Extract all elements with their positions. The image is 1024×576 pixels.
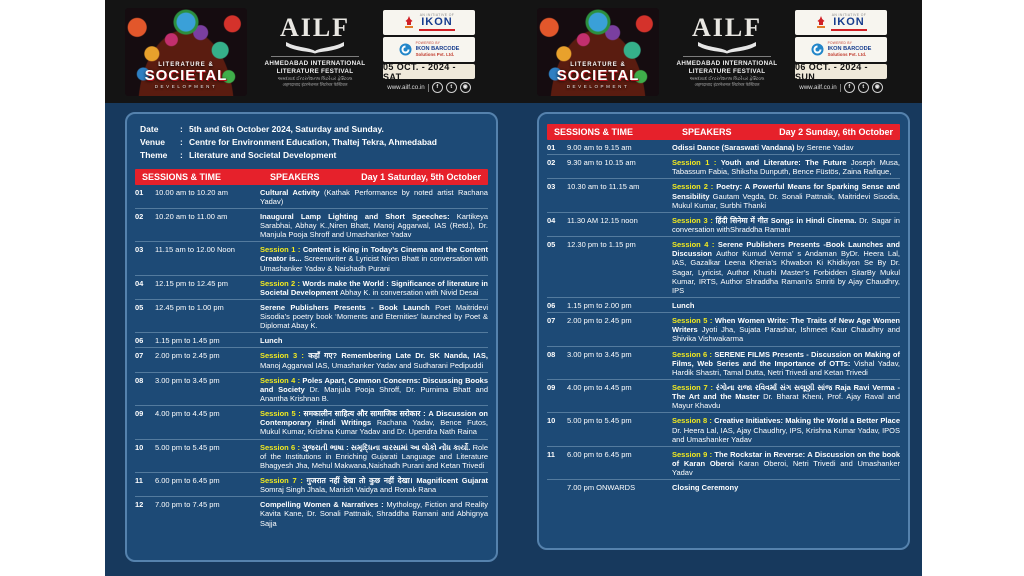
session-description xyxy=(260,351,488,369)
session-speakers: Vishal Yadav, Hardik Shastri, Tamal Dutta, Netri Trivedi and Ketan Trivedi xyxy=(672,358,900,377)
open-book-icon xyxy=(696,41,758,54)
ailf-name-line1: AHMEDABAD INTERNATIONAL xyxy=(264,60,366,68)
ailf-gujarati-line: અમદાવાદ ઈન્ટરનેશનલ લિટરેચર ફેસ્ટિવલ xyxy=(277,75,353,81)
barcode-powered-label: POWERED BY xyxy=(415,40,441,45)
festival-artwork xyxy=(537,8,659,96)
session-speakers: Abhay K. in conversation with Nivid Desai xyxy=(340,287,479,297)
session-time: 6.00 pm to 6.45 pm xyxy=(155,476,220,486)
session-title: Compelling Women & Narratives : xyxy=(260,500,387,510)
session-label: Session 6 : xyxy=(672,349,715,359)
ailf-logo xyxy=(261,15,369,88)
schedule-row xyxy=(547,155,900,179)
session-speakers: Somraj Singh Jhala, Manish Vaidya and Ronak Rana xyxy=(260,485,437,495)
schedule-row xyxy=(135,242,488,275)
session-number: 03 xyxy=(135,245,144,255)
session-description xyxy=(260,443,488,470)
session-title: Content is King in Today’s Cinema and the Content Creator is... xyxy=(260,245,488,264)
session-number: 09 xyxy=(547,382,556,392)
logo-divider xyxy=(271,56,359,57)
session-label: Session 2 : xyxy=(260,278,303,288)
session-description xyxy=(260,245,488,272)
session-title: Odissi Dance (Saraswati Vandana) xyxy=(672,143,797,152)
ailf-acronym: AILF xyxy=(691,13,763,43)
session-time: 5.00 pm to 5.45 pm xyxy=(155,442,220,452)
session-time: 3.00 pm to 3.45 pm xyxy=(567,349,632,359)
session-description xyxy=(260,500,488,527)
session-label: Session 1 : xyxy=(260,245,303,255)
ikon-initiative-label: AN INITIATIVE OF xyxy=(419,12,455,17)
festival-artwork xyxy=(125,8,247,96)
column-sessions-time: SESSIONS & TIME xyxy=(142,171,222,182)
schedule-row xyxy=(547,298,900,313)
session-number: 06 xyxy=(135,336,144,346)
ikon-foundation-icon xyxy=(815,16,827,29)
session-description xyxy=(260,336,488,345)
session-rows-day1 xyxy=(127,185,496,530)
session-description xyxy=(672,450,900,477)
ailf-name-line2: LITERATURE FESTIVAL xyxy=(688,68,766,76)
barcode-name: IKON BARCODE xyxy=(827,45,872,52)
schedule-row xyxy=(547,237,900,298)
session-description xyxy=(260,212,488,239)
session-title: The Rockstar in Reverse: A Discussion on the book of Karan Oberoi xyxy=(672,449,901,468)
artwork-title-main: SOCIETAL xyxy=(144,66,228,84)
schedule-row xyxy=(547,140,900,155)
session-description xyxy=(672,316,900,343)
session-title: ગુજરાતી ભાષા : સમૃદ્ધિના વારસામાં આ લોકો નોંધ કાર્યો. xyxy=(302,442,473,452)
schedule-row xyxy=(135,473,488,497)
session-speakers: Author Kumud Verma’ s Andaman ByDr. Heera Lal, IAS, Gazalkar Leena Kheria’s Khwabon Ki Khidkiyon Se By Dr. Sagar, Lyricist, Author Khushi Master’s Forbidden SitarBy Mukul Kumar, IRTS, Author Shraddha Ramani’s Smriti by Ajay Chaudhry, IPS xyxy=(672,249,900,295)
session-description xyxy=(672,182,900,209)
sponsor-column xyxy=(795,10,887,93)
table-header-day2 xyxy=(547,124,900,140)
session-label: Session 9 : xyxy=(672,449,715,459)
website-url: www.ailf.co.in xyxy=(799,84,837,91)
session-number: 01 xyxy=(547,143,556,152)
session-time: 7.00 pm ONWARDS xyxy=(567,483,636,493)
schedule-row xyxy=(547,413,900,446)
schedule-row xyxy=(135,185,488,209)
venue-label: Venue xyxy=(140,137,166,148)
session-label: Session 5 : xyxy=(260,409,304,419)
session-description xyxy=(672,301,900,310)
session-number: 07 xyxy=(135,351,144,361)
session-time: 4.00 pm to 4.45 pm xyxy=(155,409,220,419)
session-time: 10.20 am to 11.00 am xyxy=(155,211,228,221)
session-label: Session 7 : xyxy=(260,476,307,486)
session-number: 02 xyxy=(547,158,556,168)
website-row xyxy=(383,82,475,93)
session-label: Session 3 : xyxy=(260,351,309,361)
session-speakers: Jyoti Jha, Sujata Parashar, Ishmeet Kaur Chaudhry and Shivika Vishwakarma xyxy=(672,325,900,344)
ikon-barcode-box xyxy=(795,37,887,62)
schedule-row xyxy=(135,440,488,473)
facebook-icon: f xyxy=(844,82,855,93)
ailf-gujarati-line: અમદાવાદ ઈન્ટરનેશનલ લિટરેચર ફેસ્ટિવલ xyxy=(689,75,765,81)
schedule-panel-day1 xyxy=(125,112,498,562)
barcode-powered-label: POWERED BY xyxy=(827,40,853,45)
session-title: Youth and Literature: The Future xyxy=(720,158,851,168)
ikon-barcode-box xyxy=(383,37,475,62)
schedule-row xyxy=(547,313,900,346)
header-day1 xyxy=(125,0,475,103)
date-badge-day1: 05 OCT. - 2024 - SAT xyxy=(383,64,475,79)
twitter-icon: t xyxy=(446,82,457,93)
session-label: Session 3 : xyxy=(672,215,716,225)
theme-value: Literature and Societal Development xyxy=(189,150,337,161)
session-title: Cultural Activity xyxy=(260,187,325,197)
session-label: Session 8 : xyxy=(672,416,715,426)
session-speakers: (Kathak Performance by noted artist Rachana Yadav) xyxy=(260,187,488,206)
schedule-row xyxy=(135,373,488,406)
ailf-hindi-line: अहमदाबाद इंटरनेशनल लिटरेचर फेस्टिवल xyxy=(282,81,348,87)
session-description xyxy=(672,483,900,492)
artwork-title-top: LITERATURE & xyxy=(570,61,626,68)
meta-date xyxy=(140,123,486,136)
barcode-subtitle: Solutions Pvt. Ltd. xyxy=(827,52,867,58)
schedule-row xyxy=(135,497,488,529)
session-time: 4.00 pm to 4.45 pm xyxy=(567,382,632,392)
session-time: 1.15 pm to 1.45 pm xyxy=(155,336,220,346)
session-speakers: Screenwriter & Lyricist Niren Bhatt in conversation with Umashanker Yadav & Naishadh Purani xyxy=(260,254,488,273)
session-time: 12.45 pm to 1.00 pm xyxy=(155,302,224,312)
session-time: 2.00 pm to 2.45 pm xyxy=(155,351,220,361)
colon: : xyxy=(180,124,183,134)
schedule-row xyxy=(547,347,900,380)
schedule-row xyxy=(135,209,488,242)
session-title: Closing Ceremony xyxy=(672,483,739,493)
meta-venue xyxy=(140,136,486,149)
ikon-barcode-icon xyxy=(811,43,824,56)
artwork-title-sub: DEVELOPMENT xyxy=(566,83,630,89)
session-speakers: Karan Oberoi, Netri Trivedi and Umashanker Yadav xyxy=(672,458,900,478)
schedule-panel-day2 xyxy=(537,112,910,550)
column-speakers: SPEAKERS xyxy=(682,127,732,137)
barcode-subtitle: Solutions Pvt. Ltd. xyxy=(415,52,455,58)
ikon-foundation-icon xyxy=(403,16,415,29)
instagram-icon: ◉ xyxy=(872,82,883,93)
session-label: Session 6 : xyxy=(260,442,303,452)
session-time: 10.00 am to 10.20 am xyxy=(155,187,228,197)
session-time: 1.15 pm to 2.00 pm xyxy=(567,300,632,310)
session-time: 11.30 AM 12.15 noon xyxy=(567,215,638,225)
day-title: Day 2 Sunday, 6th October xyxy=(779,127,893,137)
ailf-name-line1: AHMEDABAD INTERNATIONAL xyxy=(676,60,778,68)
session-number: 12 xyxy=(135,500,144,510)
session-speakers: Rachana Yadav, Bence Futos, Mukul Kumar, Krishna Kumar Yadav and Dr. Upendra Nath Raina xyxy=(260,418,488,437)
session-title: Creative Initiatives: Making the World a Better Place xyxy=(714,416,901,426)
session-number: 01 xyxy=(135,187,144,197)
session-title: રંગોના રાજા રવિવર્મા સંગ સલૂણી સાંજ Raja Ravi Verma -The Art and the Master xyxy=(672,382,900,402)
logo-divider xyxy=(683,56,771,57)
session-description xyxy=(672,383,900,410)
session-label: Session 5 : xyxy=(672,316,715,326)
sponsor-column xyxy=(383,10,475,93)
session-description xyxy=(672,240,900,295)
session-description xyxy=(672,416,900,443)
session-time: 10.30 am to 11.15 am xyxy=(567,182,640,192)
divider xyxy=(428,84,429,92)
colon: : xyxy=(180,150,183,161)
event-meta xyxy=(127,114,496,166)
session-number: 05 xyxy=(547,240,556,250)
schedule-row xyxy=(547,380,900,413)
ikon-box xyxy=(795,10,887,35)
ikon-box xyxy=(383,10,475,35)
session-title: कहाँ गए? Remembering Late Dr. SK Nanda, IAS, xyxy=(308,351,489,361)
session-number: 03 xyxy=(547,182,556,192)
date-value: 5th and 6th October 2024, Saturday and Sunday. xyxy=(189,124,384,134)
session-speakers: Dr. Manjula Pooja Shroff, Dr. Purnima Bhatt and Anantha Krishnan B. xyxy=(260,384,488,404)
session-number: 11 xyxy=(547,449,555,459)
session-number xyxy=(547,483,562,492)
session-title: Lunch xyxy=(260,336,283,346)
venue-value: Centre for Environment Education, Thaltej Tekra, Ahmedabad xyxy=(189,137,437,148)
session-description xyxy=(672,216,900,234)
facebook-icon: f xyxy=(432,82,443,93)
session-title: समकालीन साहित्य और सामाजिक सरोकार : A Discussion on Contemporary Hindi Writings xyxy=(260,409,489,428)
session-rows-day2 xyxy=(539,140,908,494)
session-description xyxy=(260,376,488,403)
ikon-red-underline xyxy=(831,29,867,32)
schedule-row xyxy=(547,179,900,212)
column-sessions-time: SESSIONS & TIME xyxy=(554,127,634,137)
ikon-red-underline xyxy=(419,29,455,32)
theme-label: Theme xyxy=(140,150,168,161)
session-time: 5.00 pm to 5.45 pm xyxy=(567,416,632,426)
session-time: 2.00 pm to 2.45 pm xyxy=(567,316,632,326)
session-description xyxy=(672,143,900,152)
table-header-day1 xyxy=(135,169,488,185)
instagram-icon: ◉ xyxy=(460,82,471,93)
schedule-row xyxy=(135,333,488,348)
session-title: Words make the World : Significance of literature in Societal Development xyxy=(260,278,488,297)
session-number: 08 xyxy=(135,375,144,385)
ikon-barcode-icon xyxy=(399,43,412,56)
artwork-title-sub: DEVELOPMENT xyxy=(154,83,218,89)
session-number: 11 xyxy=(135,476,143,486)
session-number: 02 xyxy=(135,211,144,221)
schedule-row xyxy=(135,300,488,333)
session-description xyxy=(260,279,488,297)
colon: : xyxy=(180,137,183,148)
session-speakers: Poet Maitridevi Sisodia’s poetry book ‘Moments and Eternities’ launched by Poet & Diplomat Abay K. xyxy=(260,302,489,331)
session-number: 10 xyxy=(135,442,144,452)
day-title: Day 1 Saturday, 5th October xyxy=(361,171,481,182)
session-description xyxy=(672,158,900,176)
session-time: 9.30 am to 10.15 am xyxy=(567,158,636,168)
session-speakers: by Serene Yadav xyxy=(796,143,854,152)
session-number: 07 xyxy=(547,316,556,326)
session-number: 08 xyxy=(547,349,556,359)
session-title: Serene Publishers Presents -Book Launches and Discussion xyxy=(672,240,900,259)
header-day2 xyxy=(537,0,887,103)
session-time: 7.00 pm to 7.45 pm xyxy=(155,500,220,510)
artwork-title-top: LITERATURE & xyxy=(158,61,214,68)
session-speakers: Dr. Sagar in conversation withShraddha Ramani xyxy=(672,215,900,234)
session-number: 06 xyxy=(547,300,556,310)
session-speakers: Manoj Aggarwal IAS, Umashanker Yadav and Sudharani Pedipuddi xyxy=(260,360,484,370)
session-label: Session 1 : xyxy=(672,158,721,168)
ikon-wordmark: IKON xyxy=(421,15,453,28)
session-title: When Women Write: The Traits of New Age Women Writers xyxy=(672,316,900,335)
session-time: 9.00 am to 9.15 am xyxy=(567,143,632,152)
session-time: 12.15 pm to 12.45 pm xyxy=(155,278,228,288)
session-title: Poetry: A Powerful Means for Sparking Sense and Sensibility xyxy=(672,182,900,201)
session-title: Serene Publishers Presents - Book Launch xyxy=(260,302,436,312)
date-label: Date xyxy=(140,124,159,134)
twitter-icon: t xyxy=(858,82,869,93)
ailf-acronym: AILF xyxy=(279,13,351,43)
ailf-name-line2: LITERATURE FESTIVAL xyxy=(276,68,354,76)
date-badge-day2: 06 OCT. - 2024 - SUN xyxy=(795,64,887,79)
schedule-row xyxy=(547,447,900,480)
session-title: Poles Apart, Common Concerns: Discussing Books and Society xyxy=(260,375,488,394)
ailf-hindi-line: अहमदाबाद इंटरनेशनल लिटरेचर फेस्टिवल xyxy=(694,81,760,87)
session-label: Session 4 : xyxy=(260,375,303,385)
session-description xyxy=(260,476,488,494)
schedule-row xyxy=(135,406,488,439)
session-description xyxy=(260,303,488,330)
session-title: Inaugural Lamp Lighting and Short Speeches: xyxy=(260,211,457,221)
schedule-row xyxy=(135,276,488,300)
session-time: 6.00 pm to 6.45 pm xyxy=(567,449,632,459)
website-url: www.ailf.co.in xyxy=(387,84,425,91)
session-speakers: Mythology, Fiction and Reality Kavita Kane, Dr. Sonali Pattnaik, Shraddha Ramani and Abhignya Sajja xyxy=(260,500,488,528)
artwork-title xyxy=(537,62,659,89)
session-time: 3.00 pm to 3.45 pm xyxy=(155,375,220,385)
session-speakers: Joseph Musa, Tabassum Fabia, Shiksha Dunputh, Bence Füstös, Zaina Rafique, xyxy=(672,158,900,177)
session-title: गुजरात नहीं देखा तो कुछ नहीं देखा। Magnificent Gujarat xyxy=(306,476,488,486)
session-number: 04 xyxy=(547,215,556,225)
ailf-logo xyxy=(673,15,781,88)
session-speakers: Gautam Vegda, Dr. Sonali Pattnaik, Maitridevi Sisodia, Mukul Kumar, Surbhi Thanki xyxy=(672,191,900,210)
session-time: 12.30 pm to 1.15 pm xyxy=(567,240,636,250)
schedule-row xyxy=(547,213,900,237)
session-number: 04 xyxy=(135,278,144,288)
session-title: SERENE FILMS Presents - Discussion on Making of Films, Web Series and the Importance of OTTs: xyxy=(672,349,901,368)
website-row xyxy=(795,82,887,93)
session-number: 10 xyxy=(547,416,556,426)
meta-theme xyxy=(140,149,486,162)
schedule-row xyxy=(547,480,900,494)
artwork-title-main: SOCIETAL xyxy=(556,66,640,84)
schedule-row xyxy=(135,348,488,372)
session-title: हिंदी सिनेमा में गीत Songs in Hindi Cinema. xyxy=(715,215,860,225)
artwork-title xyxy=(125,62,247,89)
session-description xyxy=(260,409,488,436)
session-description xyxy=(260,188,488,206)
session-number: 05 xyxy=(135,302,144,312)
ikon-wordmark: IKON xyxy=(833,15,865,28)
session-number: 09 xyxy=(135,409,144,419)
session-title: Lunch xyxy=(672,300,695,310)
session-speakers: Kartikeya Sarabhai, Abhay K.,Niren Bhatt, Manoj Aggarwal, IAS (Retd.), Dr. Manjula Pooja Shroff and Umashanker Yadav xyxy=(260,211,488,240)
session-time: 11.15 am to 12.00 Noon xyxy=(155,245,235,255)
session-label: Session 2 : xyxy=(672,182,717,192)
divider xyxy=(840,84,841,92)
session-speakers: Dr. Heera Lal, IAS, Ajay Chaudhry, IPS, Krishna Kumar Yadav, IPOS and Umashanker Yadav xyxy=(672,425,900,444)
session-description xyxy=(672,350,900,377)
column-speakers: SPEAKERS xyxy=(270,171,320,182)
open-book-icon xyxy=(284,41,346,54)
barcode-name: IKON BARCODE xyxy=(415,45,460,52)
session-speakers: Role of the Institutions in Enriching Gujarati Language and Literature Bhagyesh Jha, Mehul Makwana,Naishadh Purani and Ketan Trivedi xyxy=(260,442,488,470)
session-label: Session 7 : xyxy=(672,382,716,392)
ikon-initiative-label: AN INITIATIVE OF xyxy=(831,12,867,17)
session-speakers: Dr. Bharat Kheni, Prof. Ajay Raval and Mayur Khavdu xyxy=(672,392,900,411)
session-label: Session 4 : xyxy=(672,240,718,250)
